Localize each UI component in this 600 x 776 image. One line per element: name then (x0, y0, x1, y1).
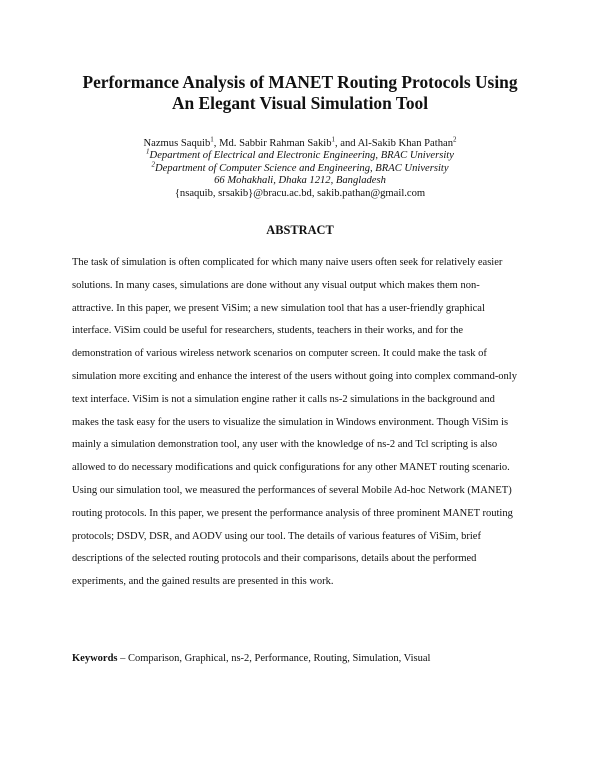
abstract-line: The task of simulation is often complicated for which many naive users often seek for relatively easier (72, 257, 503, 268)
abstract-line: simulation more exciting and enhance the interest of the users without going into complex command-only (72, 370, 517, 382)
abstract-line: solutions. In many cases, simulations are done without any visual output which makes them non- (72, 279, 480, 291)
abstract-line: mainly a simulation demonstration tool, any user with the knowledge of ns-2 and Tcl scripting is also (72, 439, 498, 451)
address: 66 Mohakhali, Dhaka 1212, Bangladesh (214, 175, 386, 187)
abstract-line: allowed to do necessary modifications and quick configurations for any other MANET routing scenario. (72, 462, 510, 474)
author-name: Md. Sabbir Rahman Sakib (219, 138, 332, 149)
abstract-line: experiments, and the gained results are presented in this work. (72, 576, 334, 588)
abstract-line: routing protocols. In this paper, we present the performance analysis of three prominent MANET routing (72, 507, 513, 519)
affiliation-mark: 2 (151, 160, 155, 169)
author-name: Nazmus Saquib (143, 138, 211, 149)
title-line-1: Performance Analysis of MANET Routing Protocols Using (82, 72, 518, 92)
abstract-line: text interface. ViSim is not a simulation engine rather it calls ns-2 simulations in the background and (72, 393, 495, 405)
author-names (40, 135, 560, 150)
abstract-body (72, 252, 530, 594)
abstract-line: descriptions of the selected routing protocols and their comparisons, details about the performed (72, 553, 477, 565)
abstract-line: demonstration of various wireless network scenarios on computer screen. It could make the task of (72, 348, 487, 360)
abstract-line: interface. ViSim could be useful for researchers, students, teachers in their works, and for the (72, 325, 464, 337)
abstract-heading: ABSTRACT (266, 223, 334, 237)
paper-title (40, 72, 560, 114)
author-separator: , (213, 138, 220, 149)
abstract-line: attractive. In this paper, we present ViSim; a new simulation tool that has a user-friendly graphical (72, 302, 485, 314)
affiliation-mark: 1 (210, 135, 214, 144)
abstract-line: makes the task easy for the users to visualize the simulation in Windows environment. Though ViSim is (72, 416, 509, 428)
affiliation-2 (40, 160, 560, 175)
author-separator: , and (335, 138, 358, 149)
affiliation-1 (40, 147, 560, 162)
email-addresses: {nsaquib, srsakib}@bracu.ac.bd, sakib.pathan@gmail.com (174, 187, 426, 199)
affiliation-text: Department of Electrical and Electronic Engineering, BRAC University (149, 150, 454, 162)
abstract-line: Using our simulation tool, we measured the performances of several Mobile Ad-hoc Network (MANET) (72, 484, 512, 496)
title-line-2: An Elegant Visual Simulation Tool (171, 93, 429, 113)
keywords-label: Keywords (72, 653, 118, 664)
affiliation-mark: 1 (146, 147, 150, 156)
affiliation-mark: 1 (331, 135, 335, 144)
affiliation-text: Department of Computer Science and Engineering, BRAC University (154, 162, 449, 174)
author-block (40, 135, 560, 200)
keywords (72, 652, 530, 666)
keywords-text: – Comparison, Graphical, ns-2, Performance, Routing, Simulation, Visual (117, 653, 431, 664)
abstract-line: protocols; DSDV, DSR, and AODV using our tool. The details of various features of ViSim, brief (72, 530, 481, 542)
affiliation-mark: 2 (453, 135, 457, 144)
author-name: Al-Sakib Khan Pathan (357, 138, 453, 149)
